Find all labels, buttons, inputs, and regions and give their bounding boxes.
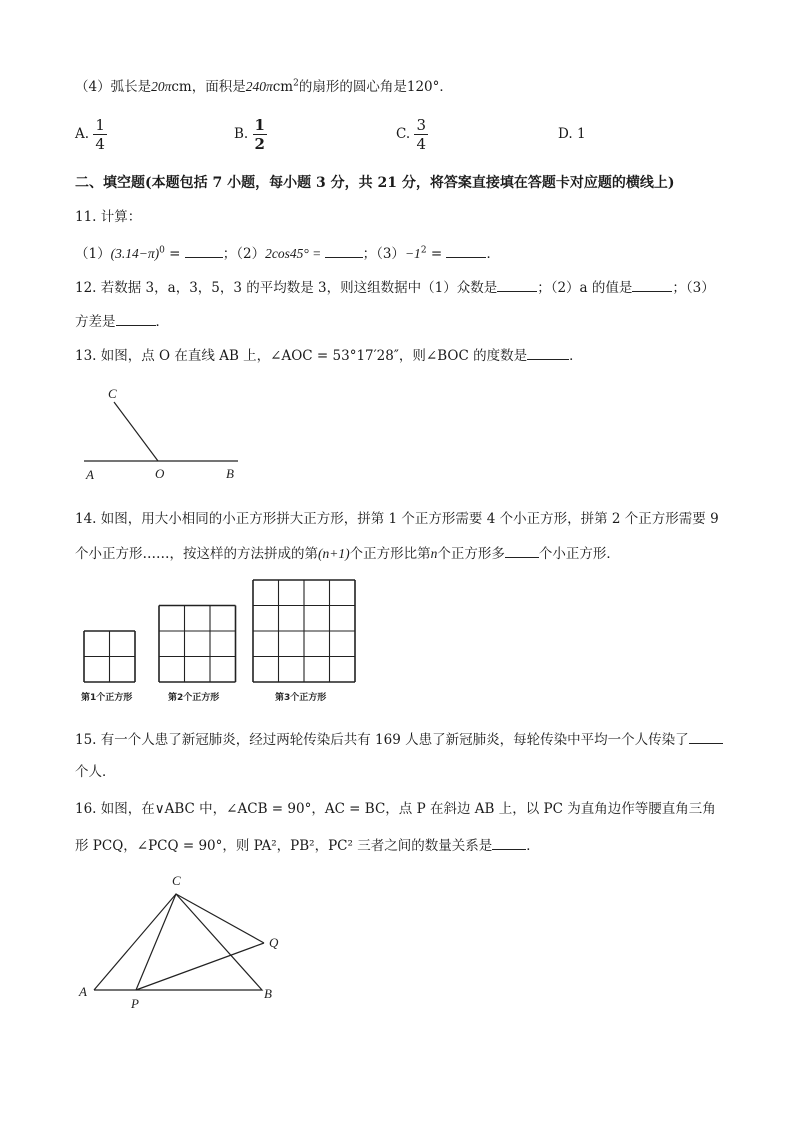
point-a-label: A (79, 984, 87, 999)
arc-number: 20 (151, 79, 165, 94)
option-b[interactable] (234, 116, 267, 153)
q11-answer-blank-2[interactable] (325, 243, 363, 258)
point-o-label: O (155, 466, 165, 481)
option-c[interactable] (396, 116, 428, 153)
option-a-fraction (93, 116, 107, 153)
q16-text: 形 PCQ，∠PCQ = 90°，则 PA²，PB²，PC² 三者之间的数量关系是 (75, 838, 493, 854)
option-d-value: 1 (576, 126, 586, 142)
option-a[interactable] (75, 116, 107, 153)
grid-square-3 (253, 580, 355, 682)
point-c-label: C (172, 873, 181, 888)
segment-cq (176, 894, 264, 943)
q12-mid2: ；（3） (672, 280, 715, 296)
q10-item4-prefix: （4）弧长是 (75, 79, 152, 95)
q14-line2f: 个小正方形． (538, 546, 620, 562)
section-heading: 二、填空题(本题包括 7 小题，每小题 3 分，共 21 分，将答案直接填在答题卡对应题的横线上) (75, 175, 675, 191)
option-c-label: C. (396, 126, 411, 142)
q10-item4 (75, 75, 453, 95)
option-c-numerator: 3 (416, 116, 426, 134)
q16-line2 (75, 834, 540, 854)
q12-answer-blank-1[interactable] (497, 277, 537, 292)
q15-text: 15. 有一个人患了新冠肺炎，经过两轮传染后共有 169 人患了新冠肺炎，每轮传染中平均一个人传染了 (75, 732, 689, 748)
point-b-label: B (226, 466, 234, 481)
caption-square-1: 第1个正方形 (81, 693, 133, 703)
grid-square-1 (84, 631, 135, 682)
q12-answer-blank-2[interactable] (632, 277, 672, 292)
q12-answer-blank-3[interactable] (116, 311, 156, 326)
option-d-label: D. (558, 126, 573, 142)
option-c-fraction (414, 116, 428, 153)
q12-line1 (75, 276, 715, 296)
q13-stem: 13. 如图，点 O 在直线 AB 上，∠AOC = 53°17′28″，则∠BOC 的度数是 (75, 348, 528, 364)
point-p-label: P (131, 996, 139, 1011)
q11-part2-expr: 2cos45° = (265, 246, 325, 261)
q14-line2c: 个正方形比第 (349, 546, 431, 562)
q12-line2-text: 方差是 (75, 314, 116, 330)
q11-answer-blank-1[interactable] (185, 243, 223, 258)
q14-line2 (75, 542, 620, 562)
arc-unit: cm，面积是 (171, 79, 246, 95)
option-b-numerator: 1 (254, 116, 265, 134)
q11-part3-exponent: 2 (420, 245, 427, 256)
q12-line2 (75, 310, 169, 330)
q16-end: ． (526, 838, 540, 854)
point-b-label: B (264, 986, 272, 1001)
caption-square-2: 第2个正方形 (168, 693, 220, 703)
area-exponent: 2 (293, 78, 299, 89)
q11-part3-label: ；（3） (362, 246, 405, 262)
q16-answer-blank[interactable] (492, 835, 526, 850)
ray-oc (114, 402, 158, 461)
segment-pq (136, 943, 264, 990)
q15-line1 (75, 728, 723, 748)
grid-square-2 (159, 606, 236, 683)
q11-part1-exponent: 0 (159, 245, 165, 256)
triangle-abc (94, 894, 262, 990)
option-a-label: A. (75, 126, 90, 142)
q14-n: n (430, 546, 438, 561)
q11-parts (75, 242, 500, 262)
option-b-fraction (253, 116, 267, 153)
q16-line1: 16. 如图，在∨ABC 中，∠ACB = 90°，AC = BC，点 P 在斜边 AB 上，以 PC 为直角边作等腰直角三角 (75, 801, 716, 817)
segment-cp (136, 894, 176, 990)
option-a-numerator: 1 (95, 116, 105, 134)
q10-arc-value: 20π (151, 79, 172, 94)
q10-item4-suffix: 的扇形的圆心角是120°． (298, 79, 453, 95)
q15-answer-blank[interactable] (689, 729, 723, 744)
q12-text: 12. 若数据 3，a，3，5，3 的平均数是 3，则这组数据中（1）众数是 (75, 280, 498, 296)
q10-area-value: 240π (245, 79, 273, 94)
q14-figure (76, 574, 376, 714)
q14-line2a: 个小正方形……，按这样的方法拼成的第 (75, 546, 318, 562)
q13-end: ． (569, 348, 583, 364)
q14-answer-blank[interactable] (505, 543, 539, 558)
option-a-denominator: 4 (95, 135, 105, 153)
option-d[interactable] (558, 126, 586, 142)
q11-end: ． (486, 246, 500, 262)
q14-line1: 14. 如图，用大小相同的小正方形拼大正方形，拼第 1 个正方形需要 4 个小正方形，拼第 2 个正方形需要 9 (75, 511, 719, 527)
option-b-label: B. (234, 126, 249, 142)
q11-answer-blank-3[interactable] (446, 243, 486, 258)
q12-mid1: ；（2）a 的值是 (537, 280, 633, 296)
q12-end: ． (155, 314, 169, 330)
q11-part2-label: ；（2） (222, 246, 266, 262)
point-c-label: C (108, 386, 117, 401)
point-q-label: Q (269, 935, 279, 950)
option-c-denominator: 4 (416, 135, 426, 153)
q11-part1-eq: = (164, 246, 185, 262)
caption-square-3: 第3个正方形 (275, 693, 327, 703)
q14-grids (84, 580, 355, 682)
q13-answer-blank[interactable] (527, 345, 569, 360)
q16-figure (76, 868, 296, 1018)
option-b-denominator: 2 (254, 135, 265, 153)
q11-part1-label: （1） (75, 246, 111, 262)
q11-part3-expr: −1 (404, 246, 421, 261)
q11-part1-expr: (3.14−π) (110, 246, 160, 261)
q11-part3-eq: = (426, 246, 447, 262)
point-a-label: A (86, 467, 94, 482)
q13-figure (80, 380, 250, 490)
q15-line2: 个人． (75, 764, 116, 780)
area-number: 240 (245, 79, 266, 94)
q13-text (75, 344, 583, 364)
q11-stem: 11. 计算： (75, 209, 142, 225)
area-unit: cm (272, 79, 294, 95)
q14-line2e: 个正方形多 (437, 546, 505, 562)
q14-n-plus-1: (n+1) (318, 546, 350, 561)
